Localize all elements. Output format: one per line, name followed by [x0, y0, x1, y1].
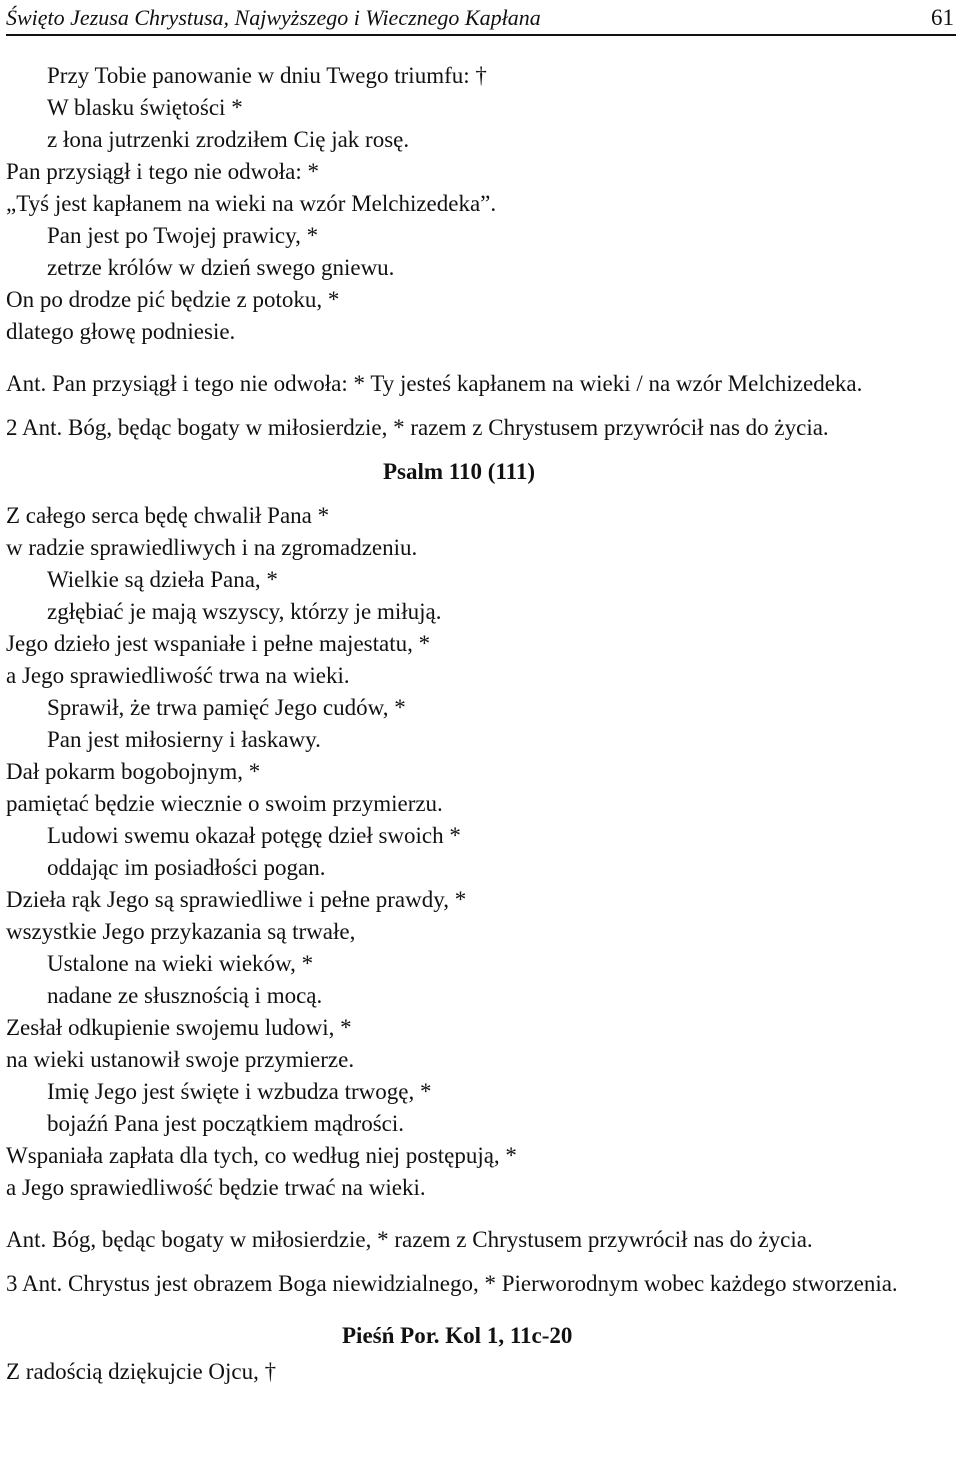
verse-line: Wielkie są dzieła Pana, * — [47, 567, 278, 592]
verse-line: On po drodze pić będzie z potoku, * — [6, 287, 340, 312]
verse-line: oddając im posiadłości pogan. — [47, 855, 326, 880]
running-header-title: Święto Jezusa Chrystusa, Najwyższego i Wiecznego Kapłana — [6, 5, 541, 30]
verse-line: Z radością dziękujcie Ojcu, † — [6, 1359, 277, 1384]
psalm-109-verses — [6, 60, 956, 348]
verse-line: Ludowi swemu okazał potęgę dzieł swoich * — [47, 823, 461, 848]
verse-line: a Jego sprawiedliwość trwa na wieki. — [6, 663, 350, 688]
verse-line: Pan jest miłosierny i łaskawy. — [47, 727, 321, 752]
antiphon-2: 2 Ant. Bóg, będąc bogaty w miłosierdzie, * razem z Chrystusem przywrócił nas do życia. — [6, 415, 829, 440]
verse-line: Dzieła rąk Jego są sprawiedliwe i pełne prawdy, * — [6, 887, 467, 912]
verse-line: bojaźń Pana jest początkiem mądrości. — [47, 1111, 405, 1136]
verse-line: zetrze królów w dzień swego gniewu. — [47, 255, 395, 280]
running-header — [6, 2, 956, 36]
verse-line: Pan przysiągł i tego nie odwoła: * — [6, 159, 319, 184]
verse-line: Przy Tobie panowanie w dniu Twego triumfu: † — [47, 63, 487, 88]
verse-line: Sprawił, że trwa pamięć Jego cudów, * — [47, 695, 406, 720]
verse-line: W blasku świętości * — [47, 95, 243, 120]
psalm-110-heading: Psalm 110 (111) — [383, 459, 536, 484]
verse-line: a Jego sprawiedliwość będzie trwać na wieki. — [6, 1175, 426, 1200]
page-number: 61 — [931, 5, 954, 30]
verse-line: dlatego głowę podniesie. — [6, 319, 236, 344]
verse-line: z łona jutrzenki zrodziłem Cię jak rosę. — [47, 127, 410, 152]
verse-line: Wspaniała zapłata dla tych, co według niej postępują, * — [6, 1143, 517, 1168]
verse-line: Imię Jego jest święte i wzbudza trwogę, * — [47, 1079, 432, 1104]
page-content — [6, 60, 956, 1388]
verse-line: nadane ze słusznością i mocą. — [47, 983, 323, 1008]
antiphon-2-repeat: Ant. Bóg, będąc bogaty w miłosierdzie, * razem z Chrystusem przywrócił nas do życia. — [6, 1227, 813, 1252]
verse-line: wszystkie Jego przykazania są trwałe, — [6, 919, 356, 944]
verse-line: zgłębiać je mają wszyscy, którzy je miłują. — [47, 599, 442, 624]
verse-line: Ustalone na wieki wieków, * — [47, 951, 314, 976]
verse-line: „Tyś jest kapłanem na wieki na wzór Melchizedeka”. — [6, 191, 497, 216]
verse-line: Pan jest po Twojej prawicy, * — [47, 223, 319, 248]
verse-line: Jego dzieło jest wspaniałe i pełne majestatu, * — [6, 631, 431, 656]
verse-line: w radzie sprawiedliwych i na zgromadzeniu. — [6, 535, 418, 560]
antiphon-1: Ant. Pan przysiągł i tego nie odwoła: * Ty jesteś kapłanem na wieki / na wzór Melchizedeka. — [6, 371, 863, 396]
psalm-110-verses — [6, 500, 956, 1204]
verse-line: pamiętać będzie wiecznie o swoim przymierzu. — [6, 791, 443, 816]
verse-line: Dał pokarm bogobojnym, * — [6, 759, 261, 784]
verse-line: Zesłał odkupienie swojemu ludowi, * — [6, 1015, 352, 1040]
verse-line: na wieki ustanowił swoje przymierze. — [6, 1047, 355, 1072]
antiphon-3: 3 Ant. Chrystus jest obrazem Boga niewidzialnego, * Pierworodnym wobec każdego stworzenia. — [6, 1271, 898, 1296]
canticle-heading: Pieśń Por. Kol 1, 11c-20 — [342, 1323, 573, 1348]
verse-line: Z całego serca będę chwalił Pana * — [6, 503, 330, 528]
